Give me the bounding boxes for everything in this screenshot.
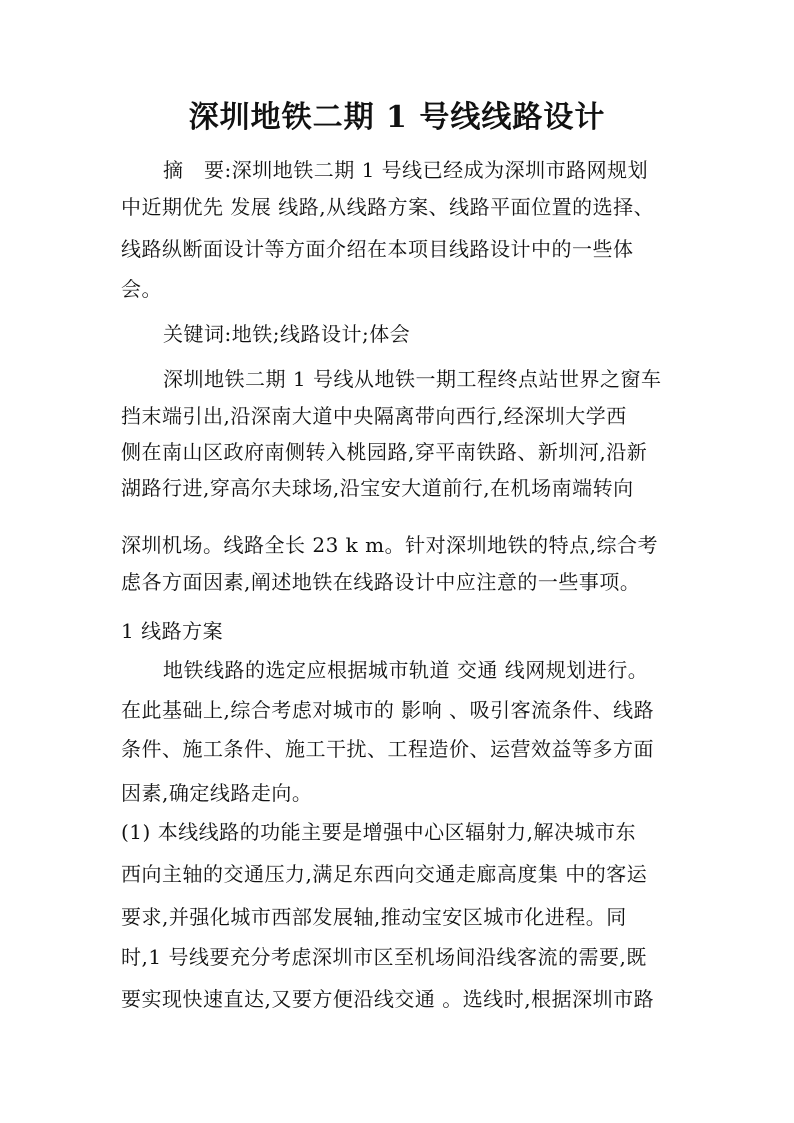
item-line: 要求,并强化城市西部发展轴,推动宝安区城市化进程。同 bbox=[121, 905, 627, 929]
item-line: (1) 本线线路的功能主要是增强中心区辐射力,解决城市东 bbox=[121, 820, 637, 844]
section-line: 条件、施工条件、施工干扰、工程造价、运营效益等多方面 bbox=[121, 737, 654, 761]
intro-line: 挡末端引出,沿深南大道中央隔离带向西行,经深圳大学西 bbox=[121, 404, 627, 428]
intro-line: 深圳机场。线路全长 23 k m。针对深圳地铁的特点,综合考 bbox=[121, 533, 658, 557]
intro-line: 湖路行进,穿高尔夫球场,沿宝安大道前行,在机场南端转向 bbox=[121, 476, 634, 500]
keywords-line: 关键词:地铁;线路设计;体会 bbox=[163, 322, 411, 346]
abstract-line: 会。 bbox=[121, 277, 162, 301]
intro-line: 侧在南山区政府南侧转入桃园路,穿平南铁路、新圳河,沿新 bbox=[121, 440, 648, 464]
item-line: 西向主轴的交通压力,满足东西向交通走廊高度集 中的客运 bbox=[121, 862, 648, 886]
document-title: 深圳地铁二期 1 号线线路设计 bbox=[188, 100, 606, 135]
section-line: 因素,确定线路走向。 bbox=[121, 781, 313, 805]
abstract-line: 中近期优先 发展 线路,从线路方案、线路平面位置的选择、 bbox=[121, 195, 655, 219]
intro-line: 虑各方面因素,阐述地铁在线路设计中应注意的一些事项。 bbox=[121, 570, 641, 594]
abstract-line: 线路纵断面设计等方面介绍在本项目线路设计中的一些体 bbox=[121, 237, 634, 261]
section-line: 地铁线路的选定应根据城市轨道 交通 线网规划进行。 bbox=[163, 658, 649, 682]
intro-line: 深圳地铁二期 1 号线从地铁一期工程终点站世界之窗车 bbox=[163, 367, 662, 391]
section-heading: 1 线路方案 bbox=[121, 619, 224, 643]
section-line: 在此基础上,综合考虑对城市的 影响 、吸引客流条件、线路 bbox=[121, 698, 655, 722]
item-line: 时,1 号线要充分考虑深圳市区至机场间沿线客流的需要,既 bbox=[121, 945, 647, 969]
item-line: 要实现快速直达,又要方便沿线交通 。选线时,根据深圳市路 bbox=[121, 987, 655, 1011]
abstract-line: 摘 要:深圳地铁二期 1 号线已经成为深圳市路网规划 bbox=[163, 158, 649, 182]
